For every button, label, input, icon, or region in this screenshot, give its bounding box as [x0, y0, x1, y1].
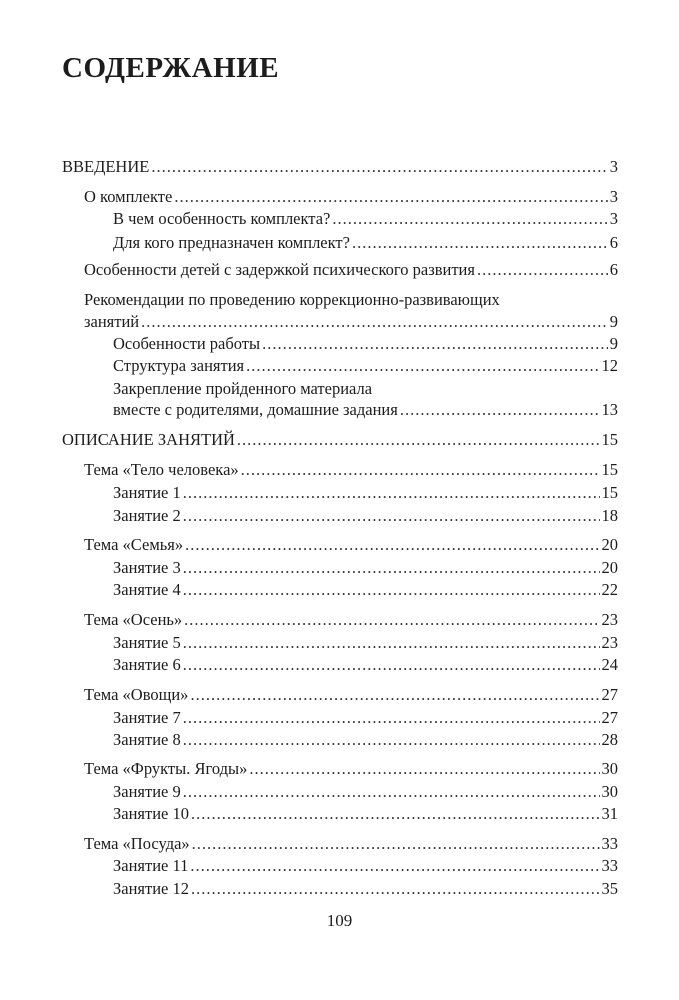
toc-entry [84, 186, 618, 208]
toc-entry-page: 3 [609, 187, 618, 206]
toc-entry [113, 355, 618, 377]
toc-entry [113, 654, 618, 676]
dot-leader [190, 855, 599, 877]
dot-leader [183, 557, 600, 579]
toc-entry-title: Для кого предназначен комплект? [113, 233, 350, 252]
toc-entry-page: 15 [601, 460, 618, 479]
toc-entry-line [113, 378, 618, 400]
toc-entry [113, 505, 618, 527]
toc-entry-page: 20 [601, 535, 618, 554]
toc-entry-title: Занятие 11 [113, 856, 189, 875]
toc-entry-title: Занятие 10 [113, 804, 189, 823]
toc-entry [113, 707, 618, 729]
toc-entry-title: О комплекте [84, 187, 173, 206]
dot-leader [183, 505, 600, 527]
dot-leader [249, 758, 599, 780]
toc-entry-title: Занятие 9 [113, 782, 181, 801]
dot-leader [400, 399, 600, 421]
toc-entry [84, 833, 618, 855]
toc-entry [113, 333, 618, 355]
toc-entry-title: Тема «Тело человека» [84, 460, 239, 479]
dot-leader [352, 232, 608, 254]
toc-entry [62, 429, 618, 451]
toc-entry-title: Занятие 5 [113, 633, 181, 652]
toc-entry-title: Занятие 8 [113, 730, 181, 749]
toc-entry [113, 579, 618, 601]
dot-leader [192, 833, 600, 855]
toc-entry [113, 232, 618, 254]
toc-entry-title: В чем особенность комплекта? [113, 209, 331, 228]
toc-entry [113, 557, 618, 579]
toc-entry-page: 30 [601, 782, 618, 801]
toc-entry-title: Тема «Семья» [84, 535, 184, 554]
toc-entry [84, 311, 618, 333]
toc-entry [113, 803, 618, 825]
toc-entry-page: 33 [601, 856, 618, 875]
toc-entry-page: 3 [609, 157, 618, 176]
toc-entry-title: Тема «Фрукты. Ягоды» [84, 759, 248, 778]
toc-entry-page: 27 [601, 708, 618, 727]
dot-leader [191, 878, 600, 900]
toc-entry-title: Занятие 4 [113, 580, 181, 599]
toc-entry-title: Занятие 12 [113, 879, 189, 898]
dot-leader [190, 684, 599, 706]
dot-leader [191, 803, 600, 825]
toc-entry-title: ОПИСАНИЕ ЗАНЯТИЙ [62, 430, 235, 449]
toc-entry-page: 30 [601, 759, 618, 778]
toc-entry-title: Занятие 6 [113, 655, 181, 674]
toc-entry [62, 156, 618, 178]
dot-leader [183, 707, 600, 729]
dot-leader [183, 654, 600, 676]
toc-entry [113, 208, 618, 230]
dot-leader [332, 208, 607, 230]
dot-leader [185, 534, 599, 556]
toc-entry-title: Занятие 2 [113, 506, 181, 525]
toc-entry [84, 259, 618, 281]
toc-entry-title: Занятие 3 [113, 558, 181, 577]
toc-entry-title: вместе с родителями, домашние задания [113, 400, 398, 419]
dot-leader [184, 609, 599, 631]
dot-leader [183, 632, 600, 654]
toc-entry-page: 6 [609, 233, 618, 252]
toc-entry-title: Особенности работы [113, 334, 261, 353]
toc-entry-page: 22 [601, 580, 618, 599]
toc-entry [84, 534, 618, 556]
dot-leader [183, 482, 600, 504]
toc-entry-page: 31 [601, 804, 618, 823]
toc-entry-page: 33 [601, 834, 618, 853]
toc-entry-page: 35 [601, 879, 618, 898]
dot-leader [141, 311, 608, 333]
dot-leader [477, 259, 608, 281]
toc-entry-title: Рекомендации по проведению коррекционно-развивающих [84, 290, 500, 309]
toc-entry-title: Занятие 7 [113, 708, 181, 727]
dot-leader [241, 459, 600, 481]
toc-entry-page: 28 [601, 730, 618, 749]
toc-entry [84, 758, 618, 780]
toc-entry-title: Тема «Овощи» [84, 685, 189, 704]
toc-entry-page: 6 [609, 260, 618, 279]
toc-entry-page: 12 [601, 356, 618, 375]
toc-entry-page: 15 [601, 430, 618, 449]
toc-entry-page: 23 [601, 633, 618, 652]
toc-entry-title: Занятие 1 [113, 483, 181, 502]
toc-entry-page: 20 [601, 558, 618, 577]
toc-entry-page: 9 [609, 334, 618, 353]
dot-leader [262, 333, 608, 355]
toc-entry-title: занятий [84, 312, 140, 331]
toc-entry-title: Тема «Посуда» [84, 834, 190, 853]
toc-entry-title: ВВЕДЕНИЕ [62, 157, 150, 176]
page-number: 109 [326, 911, 353, 930]
toc-entry [113, 482, 618, 504]
toc-entry-title: Особенности детей с задержкой психического развития [84, 260, 475, 279]
dot-leader [183, 579, 600, 601]
toc-entry-page: 3 [609, 209, 618, 228]
dot-leader [246, 355, 599, 377]
toc-entry [113, 632, 618, 654]
toc-entry-page: 18 [601, 506, 618, 525]
toc-entry-title: Закрепление пройденного материала [113, 379, 373, 398]
toc-entry [84, 684, 618, 706]
toc-entry-title: Тема «Осень» [84, 610, 183, 629]
dot-leader [174, 186, 607, 208]
toc-entry [113, 878, 618, 900]
toc-entry-page: 27 [601, 685, 618, 704]
toc-entry-page: 9 [609, 312, 618, 331]
toc-entry-line [84, 289, 618, 311]
toc-entry [113, 781, 618, 803]
toc-entry-page: 23 [601, 610, 618, 629]
toc-entry-page: 13 [601, 400, 618, 419]
page-title: СОДЕРЖАНИЕ [62, 52, 280, 84]
toc-entry-title: Структура занятия [113, 356, 245, 375]
toc-entry [113, 399, 618, 421]
dot-leader [183, 729, 600, 751]
toc-entry [84, 459, 618, 481]
toc-entry [113, 855, 618, 877]
dot-leader [237, 429, 600, 451]
toc-entry-page: 15 [601, 483, 618, 502]
toc-entry-page: 24 [601, 655, 618, 674]
toc-entry [113, 729, 618, 751]
toc-entry [84, 609, 618, 631]
dot-leader [151, 156, 607, 178]
dot-leader [183, 781, 600, 803]
